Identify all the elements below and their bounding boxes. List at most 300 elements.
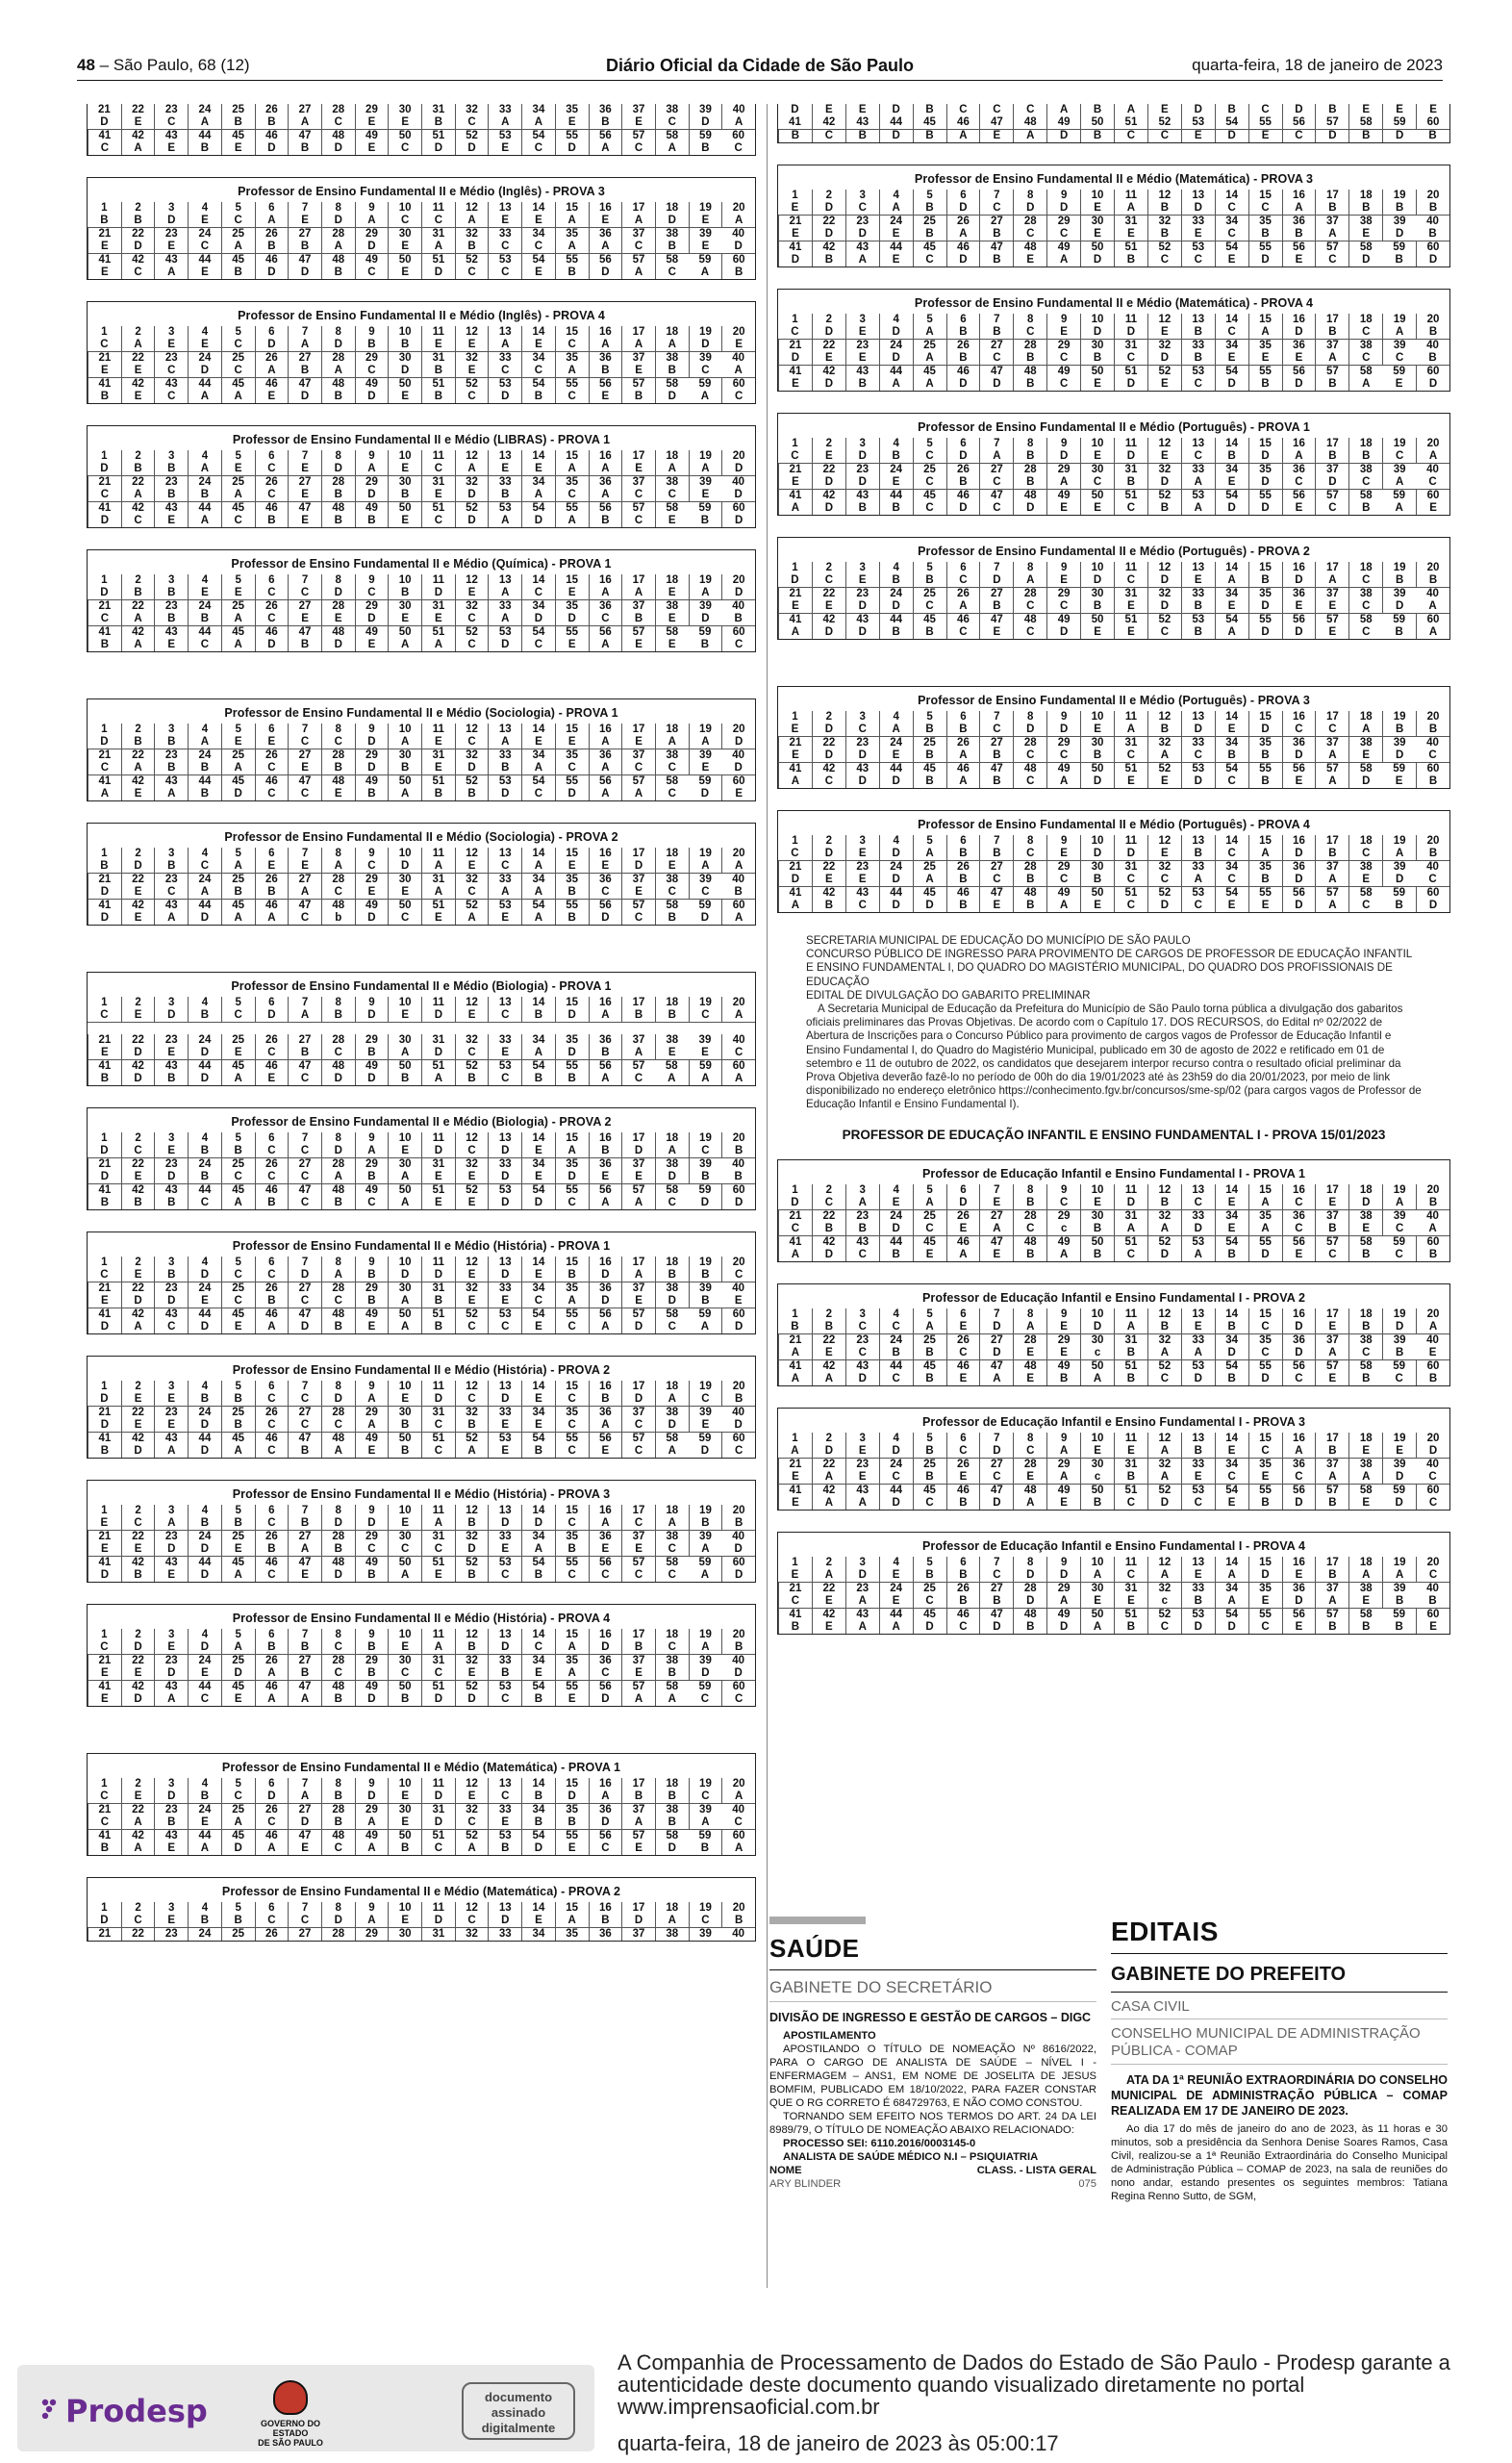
question-number: 34 — [521, 1282, 555, 1295]
question-number: 42 — [121, 378, 155, 391]
question-number: 43 — [154, 1184, 188, 1197]
answer-letter: E — [879, 476, 913, 489]
question-number: 38 — [1348, 1334, 1382, 1347]
question-number: 55 — [1248, 490, 1282, 502]
answer-letter: D — [121, 1693, 155, 1706]
question-number: 47 — [288, 254, 321, 267]
answer-letter: B — [188, 1790, 221, 1803]
question-number: 13 — [488, 1132, 521, 1145]
question-number: 20 — [721, 997, 755, 1009]
question-number: 21 — [778, 1459, 812, 1471]
answer-letter: D — [1382, 600, 1416, 613]
answer-letter: D — [589, 1816, 622, 1829]
answer-letter: A — [589, 1009, 622, 1022]
answer-letter: B — [1181, 626, 1215, 639]
question-number: 6 — [946, 835, 980, 848]
question-number: 12 — [1147, 835, 1181, 848]
question-number: 18 — [655, 1132, 689, 1145]
question-number: 33 — [488, 352, 521, 365]
signed-badge — [462, 2382, 575, 2440]
question-number: 34 — [521, 600, 555, 613]
question-number: 23 — [154, 1804, 188, 1816]
answer-letter: B — [913, 749, 946, 762]
question-number: 13 — [1181, 1433, 1215, 1445]
answer-letter: E — [1215, 352, 1248, 365]
saude-section — [769, 1917, 1096, 2191]
answer-letter: E — [701, 1047, 709, 1058]
question-number: 32 — [455, 1282, 489, 1295]
question-number: 8 — [1013, 1557, 1046, 1569]
answer-letter: D — [979, 574, 1013, 587]
question-number: 3 — [845, 835, 879, 848]
answer-letter: C — [121, 515, 155, 527]
answer-letter: B — [154, 463, 188, 475]
question-number: 32 — [455, 1034, 489, 1047]
question-number: 4 — [879, 562, 913, 574]
answer-letter: A — [1114, 1223, 1147, 1235]
answer-letter: C — [1013, 775, 1046, 788]
question-number: 42 — [121, 254, 155, 267]
question-number: 39 — [1382, 1210, 1416, 1223]
question-number: 26 — [946, 464, 980, 476]
answer-letter: D — [845, 476, 879, 489]
answer-letter: E — [845, 848, 879, 860]
saude-subheading: GABINETE DO SECRETÁRIO — [769, 1970, 1096, 2002]
answer-letter: B — [188, 1171, 221, 1183]
answer-letter: C — [1428, 1470, 1437, 1483]
answer-letter: A — [355, 1915, 389, 1927]
answer-letter: D — [778, 352, 812, 365]
question-number: 8 — [1013, 1433, 1046, 1445]
answer-letter: E — [589, 391, 622, 403]
question-number: 18 — [655, 1381, 689, 1393]
answer-letter: B — [1382, 574, 1416, 587]
answer-letter: C — [555, 1569, 589, 1582]
answer-letter: E — [621, 463, 655, 475]
question-number: 37 — [621, 1282, 655, 1295]
question-number: 59 — [698, 626, 712, 638]
answer-letter: B — [589, 1047, 622, 1059]
answer-letter: C — [255, 1393, 289, 1406]
question-number: 27 — [288, 476, 321, 489]
question-number: 23 — [845, 1210, 879, 1223]
answer-letter: B — [455, 1641, 489, 1654]
question-number: 38 — [655, 1804, 689, 1816]
answer-letter: B — [1181, 1595, 1215, 1608]
question-number: 21 — [88, 1655, 121, 1667]
question-number: 21 — [88, 1804, 121, 1816]
answer-letter: B — [1013, 900, 1046, 912]
question-number: 5 — [221, 450, 255, 463]
question-number: 43 — [845, 614, 879, 626]
question-number: 54 — [521, 900, 555, 912]
answer-letter: C — [488, 365, 521, 377]
answer-letter: D — [879, 1445, 913, 1458]
answer-letter: C — [812, 775, 845, 788]
answer-letter: E — [1080, 502, 1114, 515]
question-number: 11 — [421, 1902, 455, 1915]
answer-letter: B — [88, 1445, 121, 1458]
answer-letter: C — [589, 613, 622, 625]
answer-letter: C — [121, 1145, 155, 1157]
question-number: 60 — [1416, 366, 1449, 378]
answer-letter: A — [1315, 228, 1348, 241]
question-number: 17 — [621, 1505, 655, 1517]
answer-letter: A — [621, 1197, 655, 1209]
question-number: 11 — [1114, 562, 1147, 574]
question-number: 60 — [1416, 241, 1449, 254]
question-number: 47 — [979, 1236, 1013, 1249]
question-number: 23 — [845, 340, 879, 352]
answer-letter: E — [778, 749, 812, 762]
answer-letter: E — [879, 749, 913, 762]
question-number: 4 — [879, 1184, 913, 1197]
answer-letter: A — [778, 502, 812, 515]
question-number: 46 — [946, 1236, 980, 1249]
question-number: 14 — [521, 202, 555, 215]
answer-letter: B — [88, 1842, 121, 1855]
question-number: 43 — [845, 1360, 879, 1373]
answer-letter: A — [689, 1641, 722, 1654]
question-number: 41 — [778, 490, 812, 502]
answer-letter: C — [812, 574, 845, 587]
answer-letter: E — [154, 1641, 188, 1654]
answer-letter: A — [1181, 874, 1215, 886]
answer-letter: C — [88, 762, 121, 774]
question-number: 38 — [1348, 464, 1382, 476]
question-number: 1 — [792, 835, 798, 847]
question-number: 3 — [154, 848, 188, 860]
answer-letter: A — [255, 1667, 289, 1680]
answer-letter: E — [388, 1393, 421, 1406]
question-number: 58 — [655, 254, 689, 267]
answer-letter: E — [355, 639, 389, 651]
answer-grid — [778, 562, 1449, 639]
question-number: 35 — [555, 1531, 589, 1543]
answer-letter: A — [1248, 326, 1282, 339]
question-number: 29 — [355, 1407, 389, 1419]
answer-letter: A — [1013, 130, 1046, 142]
question-number: 21 — [88, 1034, 121, 1047]
question-number: 36 — [1282, 1459, 1316, 1471]
answer-letter: A — [355, 1145, 389, 1157]
answer-letter: B — [913, 724, 946, 736]
question-number: 36 — [589, 1034, 622, 1047]
answer-letter: D — [355, 912, 389, 925]
answer-letter: E — [221, 736, 255, 749]
answer-letter: E — [589, 1445, 622, 1458]
answer-letter: D — [355, 1790, 389, 1803]
answer-letter: C — [1080, 476, 1114, 489]
question-number: 28 — [321, 1034, 355, 1047]
question-number: 24 — [188, 874, 221, 886]
question-number: 13 — [488, 202, 521, 215]
question-number: 14 — [521, 1257, 555, 1269]
question-number: 21 — [778, 1583, 812, 1595]
question-number: 50 — [1080, 614, 1114, 626]
answer-letter: D — [689, 339, 722, 351]
answer-letter: E — [421, 1197, 455, 1209]
answer-letter: D — [188, 1073, 221, 1085]
question-number: 53 — [488, 1308, 521, 1321]
answer-letter: C — [555, 1321, 589, 1333]
question-number: 8 — [1013, 1308, 1046, 1321]
answer-letter: D — [879, 848, 913, 860]
answer-letter: B — [689, 1269, 722, 1282]
question-number: 20 — [1416, 1433, 1449, 1445]
answer-letter: C — [255, 1171, 289, 1183]
answer-letter: D — [355, 1009, 389, 1022]
question-number: 26 — [255, 1655, 289, 1667]
question-number: 11 — [421, 997, 455, 1009]
answer-letter: D — [721, 1569, 755, 1582]
answer-letter: E — [388, 267, 421, 279]
answer-letter: C — [388, 215, 421, 227]
question-number: 40 — [732, 352, 745, 364]
question-number: 31 — [421, 1655, 455, 1667]
answer-key-title: Professor de Ensino Fundamental II e Médio (Sociologia) - PROVA 2 — [224, 830, 618, 844]
answer-letter: C — [621, 1517, 655, 1530]
answer-letter: A — [700, 1569, 710, 1581]
answer-letter: D — [321, 1393, 355, 1406]
question-number: 7 — [979, 562, 1013, 574]
answer-letter: D — [1248, 724, 1282, 736]
answer-letter: B — [1114, 1373, 1147, 1385]
question-number: 15 — [555, 997, 589, 1009]
answer-letter: E — [421, 339, 455, 351]
answer-letter: C — [1013, 1445, 1046, 1458]
question-number: 58 — [1348, 366, 1382, 378]
question-number: 11 — [1114, 1184, 1147, 1197]
question-number: 12 — [1147, 711, 1181, 724]
answer-letter: C — [845, 724, 879, 736]
question-number: 49 — [355, 1681, 389, 1693]
question-number: 47 — [979, 116, 1013, 129]
question-number: 9 — [1046, 1557, 1080, 1569]
answer-letter: C — [488, 1073, 521, 1085]
answer-letter: D — [1282, 848, 1316, 860]
answer-letter: D — [979, 1621, 1013, 1634]
question-number: 59 — [1393, 490, 1406, 501]
answer-letter: D — [1382, 749, 1416, 762]
answer-letter: A — [946, 775, 980, 788]
question-number: 6 — [946, 1184, 980, 1197]
question-number: 60 — [1416, 1609, 1449, 1621]
question-number: 11 — [421, 724, 455, 736]
question-number: 52 — [1147, 116, 1181, 129]
question-number: 30 — [388, 104, 421, 116]
answer-letter: A — [1416, 450, 1449, 463]
question-number: 51 — [1114, 241, 1147, 254]
question-number: 57 — [1315, 241, 1348, 254]
question-number: 20 — [1416, 1184, 1449, 1197]
question-number: 22 — [121, 749, 155, 762]
answer-letter: D — [1080, 775, 1114, 788]
answer-letter: B — [946, 724, 980, 736]
answer-grid — [88, 104, 755, 155]
answer-letter: C — [88, 489, 121, 501]
question-number: 40 — [1426, 340, 1439, 351]
question-number: 29 — [355, 1804, 389, 1816]
answer-letter: E — [1382, 104, 1416, 116]
question-number: 30 — [1080, 737, 1114, 749]
answer-letter: B — [1080, 874, 1114, 886]
answer-letter: B — [1282, 228, 1316, 241]
question-number: 11 — [1114, 1308, 1147, 1321]
question-number: 12 — [1147, 314, 1181, 326]
answer-letter: D — [791, 1196, 799, 1208]
answer-letter: C — [455, 1915, 489, 1927]
question-number: 41 — [778, 1485, 812, 1497]
question-number: 22 — [121, 1282, 155, 1295]
answer-letter: D — [1382, 130, 1416, 142]
question-number: 12 — [455, 997, 489, 1009]
question-number: 38 — [1348, 340, 1382, 352]
question-number: 11 — [421, 574, 455, 587]
answer-letter: D — [288, 267, 321, 279]
question-number: 15 — [1248, 314, 1282, 326]
question-number: 22 — [121, 1531, 155, 1543]
question-number: 60 — [721, 1060, 755, 1073]
question-number: 53 — [1181, 1236, 1215, 1249]
question-number: 48 — [1013, 1609, 1046, 1621]
answer-letter: B — [812, 254, 845, 267]
question-number: 3 — [154, 1132, 188, 1145]
question-number: 29 — [355, 104, 389, 116]
answer-letter: E — [1114, 228, 1147, 241]
question-number: 35 — [555, 1407, 589, 1419]
question-number: 43 — [154, 130, 188, 142]
question-number: 46 — [946, 887, 980, 900]
question-number: 9 — [355, 1505, 389, 1517]
question-number: 37 — [1315, 216, 1348, 228]
answer-letter: E — [1282, 254, 1316, 267]
answer-letter: D — [488, 639, 521, 651]
question-number: 33 — [488, 874, 521, 886]
answer-letter: C — [221, 1009, 255, 1022]
question-number: 25 — [221, 749, 255, 762]
question-number: 50 — [388, 1433, 421, 1445]
question-number: 8 — [321, 574, 355, 587]
question-number: 2 — [121, 1257, 155, 1269]
answer-letter: B — [1315, 202, 1348, 215]
question-number: 53 — [1181, 366, 1215, 378]
question-number: 14 — [521, 997, 555, 1009]
answer-letter: B — [521, 1009, 555, 1022]
answer-letter: D — [946, 202, 980, 215]
answer-letter: C — [1114, 130, 1147, 142]
answer-letter: B — [355, 515, 389, 527]
answer-letter: B — [355, 339, 389, 351]
answer-letter: E — [1147, 775, 1181, 788]
question-number: 55 — [555, 626, 589, 639]
answer-letter: C — [221, 365, 255, 377]
question-number: 58 — [1348, 490, 1382, 502]
answer-letter: A — [1046, 476, 1080, 489]
answer-letter: A — [521, 489, 555, 501]
question-number: 15 — [1248, 190, 1282, 202]
question-number: 34 — [521, 104, 555, 116]
question-number: 50 — [1080, 1609, 1114, 1621]
question-number: 24 — [188, 1928, 221, 1941]
question-number: 27 — [288, 104, 321, 116]
answer-letter: C — [255, 1269, 289, 1282]
question-number: 54 — [521, 130, 555, 142]
answer-letter: C — [388, 142, 421, 155]
answer-letter: D — [488, 1915, 521, 1927]
answer-letter: E — [488, 1543, 521, 1556]
answer-letter: C — [555, 762, 589, 774]
question-number: 37 — [1315, 340, 1348, 352]
question-number: 9 — [355, 1257, 389, 1269]
question-number: 42 — [812, 1360, 845, 1373]
question-number: 43 — [154, 378, 188, 391]
answer-letter: A — [255, 1321, 289, 1333]
answer-letter: C — [488, 1321, 521, 1333]
question-number: 20 — [721, 1778, 755, 1790]
question-number: 29 — [355, 228, 389, 241]
answer-letter: D — [879, 600, 913, 613]
answer-letter: E — [1215, 1223, 1248, 1235]
answer-letter: C — [1282, 1197, 1316, 1209]
answer-letter: A — [845, 1621, 879, 1634]
question-number: 48 — [1013, 241, 1046, 254]
question-number: 53 — [488, 775, 521, 788]
question-number: 49 — [355, 626, 389, 639]
question-number: 16 — [1282, 1184, 1316, 1197]
answer-letter: D — [734, 1543, 743, 1555]
answer-letter: C — [721, 1047, 755, 1059]
question-number: 48 — [321, 626, 355, 639]
answer-letter: A — [121, 1321, 155, 1333]
answer-grid — [778, 1308, 1449, 1385]
question-number: 22 — [812, 1459, 845, 1471]
answer-letter: C — [421, 215, 455, 227]
answer-key-block — [87, 1480, 756, 1583]
question-number: 28 — [321, 1407, 355, 1419]
question-number: 50 — [1080, 366, 1114, 378]
answer-letter: A — [188, 116, 221, 129]
question-number: 56 — [1282, 763, 1316, 775]
answer-letter: E — [555, 639, 589, 651]
answer-letter: A — [913, 1321, 946, 1333]
answer-letter: A — [188, 515, 221, 527]
answer-key-title: Professor de Ensino Fundamental II e Médio (Matemática) - PROVA 2 — [221, 1885, 621, 1898]
question-number: 49 — [1046, 614, 1080, 626]
answer-letter: C — [100, 1641, 109, 1653]
answer-letter: C — [1181, 900, 1215, 912]
answer-letter: C — [845, 900, 879, 912]
editais-section — [1111, 1917, 1448, 2203]
question-number: 6 — [255, 1381, 289, 1393]
question-number: 35 — [555, 600, 589, 613]
answer-letter: B — [1215, 1373, 1248, 1385]
question-number: 56 — [589, 775, 622, 788]
answer-letter: C — [845, 1347, 879, 1359]
question-number: 8 — [1013, 314, 1046, 326]
question-number: 32 — [1147, 340, 1181, 352]
answer-letter: D — [1248, 254, 1282, 267]
question-number: 46 — [946, 763, 980, 775]
answer-letter: B — [1428, 352, 1437, 364]
question-number: 22 — [121, 1804, 155, 1816]
answer-letter: E — [521, 1171, 555, 1183]
question-number: 55 — [1248, 763, 1282, 775]
answer-letter: B — [1013, 476, 1046, 489]
answer-letter: C — [1348, 848, 1382, 860]
question-number: 40 — [732, 1407, 745, 1418]
question-number: 40 — [732, 1158, 745, 1170]
